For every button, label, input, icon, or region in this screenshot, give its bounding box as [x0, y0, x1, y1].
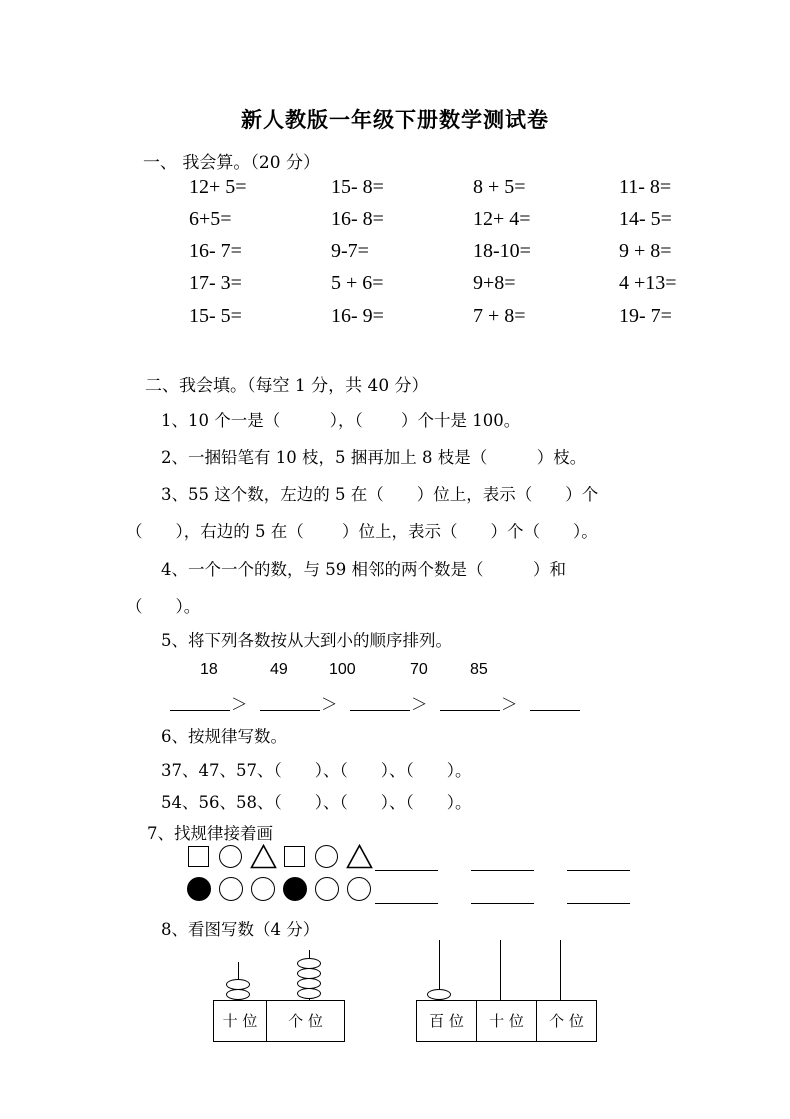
- sequence-row-2: 54、56、58、（ ）、（ ）、（ ）。: [161, 793, 472, 812]
- triangle-shape: [346, 844, 373, 869]
- circle-shape: [219, 877, 243, 901]
- drawing-blank[interactable]: [375, 903, 438, 904]
- problem: 16- 8=: [331, 208, 384, 230]
- problem: 18-10=: [473, 240, 531, 262]
- problem: 14- 5=: [619, 208, 672, 230]
- greater-than-sign: ＞: [501, 695, 518, 714]
- place-value-ones: 个 位: [536, 1000, 597, 1042]
- section-1-heading: 一、 我会算。（20 分）: [143, 153, 320, 173]
- sequence-row-1: 37、47、57、（ ）、（ ）、（ ）。: [161, 761, 472, 780]
- problem: 15- 8=: [331, 176, 384, 198]
- greater-than-sign: ＞: [411, 695, 428, 714]
- circle-shape: [315, 845, 338, 868]
- section-2-heading: 二、我会填。（每空 1 分，共 40 分）: [145, 376, 429, 396]
- question-3-line-2: （ ），右边的 5 在（ ）位上，表示（ ）个（ ）。: [126, 522, 598, 541]
- problem: 17- 3=: [189, 272, 242, 294]
- answer-blank[interactable]: [440, 710, 500, 711]
- drawing-blank[interactable]: [567, 870, 630, 871]
- problem: 8 + 5=: [473, 176, 526, 198]
- answer-blank[interactable]: [530, 710, 580, 711]
- triangle-shape: [250, 844, 277, 869]
- problem: 16- 9=: [331, 305, 384, 327]
- drawing-blank[interactable]: [567, 903, 630, 904]
- question-4-line-1: 4、一个一个的数，与 59 相邻的两个数是（ ）和: [161, 560, 566, 579]
- place-value-tens: 十 位: [213, 1000, 267, 1042]
- question-5: 5、将下列各数按从大到小的顺序排列。: [161, 631, 452, 650]
- order-number: 100: [329, 661, 356, 678]
- place-value-hundreds: 百 位: [416, 1000, 477, 1042]
- drawing-blank[interactable]: [471, 903, 534, 904]
- question-2: 2、一捆铅笔有 10 枝，5 捆再加上 8 枝是（ ）枝。: [161, 448, 587, 467]
- abacus-bead: [427, 989, 451, 1000]
- greater-than-sign: ＞: [231, 695, 248, 714]
- order-number: 49: [270, 661, 288, 678]
- abacus-rod: [500, 940, 501, 1000]
- circle-shape: [347, 877, 371, 901]
- question-4-line-2: （ ）。: [126, 597, 201, 616]
- drawing-blank[interactable]: [375, 870, 438, 871]
- greater-than-sign: ＞: [321, 695, 338, 714]
- order-number: 18: [200, 661, 218, 678]
- abacus-bead: [297, 988, 321, 999]
- problem: 9-7=: [331, 240, 369, 262]
- answer-blank[interactable]: [170, 710, 230, 711]
- square-shape: [188, 846, 209, 867]
- problem: 16- 7=: [189, 240, 242, 262]
- page-title: 新人教版一年级下册数学测试卷: [241, 107, 549, 132]
- question-1: 1、10 个一是（ ），（ ）个十是 100。: [161, 411, 521, 430]
- circle-shape: [251, 877, 275, 901]
- problem: 15- 5=: [189, 305, 242, 327]
- problem: 12+ 5=: [189, 176, 247, 198]
- circle-shape: [219, 845, 242, 868]
- problem: 7 + 8=: [473, 305, 526, 327]
- problem: 12+ 4=: [473, 208, 531, 230]
- circle-shape: [315, 877, 339, 901]
- filled-circle-shape: [187, 877, 211, 901]
- filled-circle-shape: [283, 877, 307, 901]
- problem: 6+5=: [189, 208, 232, 230]
- question-7: 7、找规律接着画: [147, 824, 273, 843]
- problem: 5 + 6=: [331, 272, 384, 294]
- place-value-ones: 个 位: [266, 1000, 345, 1042]
- question-3-line-1: 3、55 这个数，左边的 5 在（ ）位上，表示（ ）个: [161, 485, 599, 504]
- square-shape: [284, 846, 305, 867]
- order-number: 85: [470, 661, 488, 678]
- order-number: 70: [410, 661, 428, 678]
- abacus-bead: [226, 989, 250, 1000]
- answer-blank[interactable]: [260, 710, 320, 711]
- drawing-blank[interactable]: [471, 870, 534, 871]
- question-6: 6、按规律写数。: [161, 727, 287, 746]
- question-8: 8、看图写数（4 分）: [161, 920, 320, 939]
- problem: 9 + 8=: [619, 240, 672, 262]
- problem: 11- 8=: [619, 176, 672, 198]
- answer-blank[interactable]: [350, 710, 410, 711]
- problem: 9+8=: [473, 272, 516, 294]
- problem: 4 +13=: [619, 272, 677, 294]
- problem: 19- 7=: [619, 305, 672, 327]
- place-value-tens: 十 位: [476, 1000, 537, 1042]
- abacus-rod: [560, 940, 561, 1000]
